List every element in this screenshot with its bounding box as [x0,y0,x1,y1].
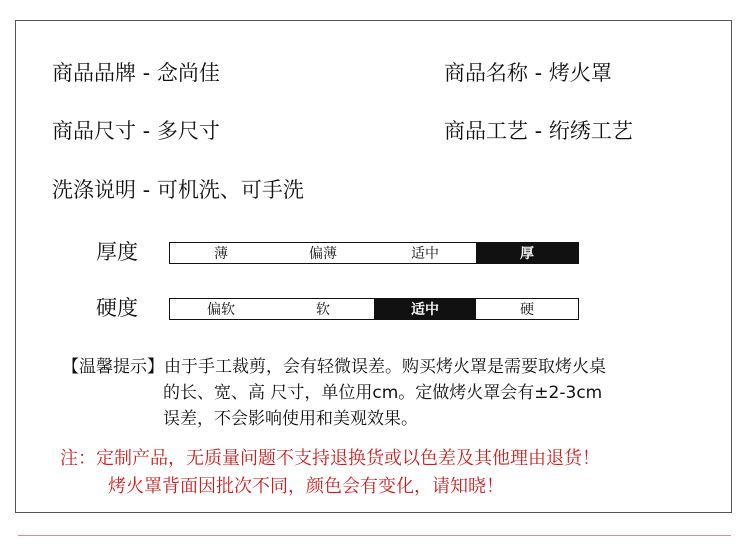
spec-wash: 洗涤说明 - 可机洗、可手洗 [52,178,304,202]
warning-line-2: 烤火罩背面因批次不同，颜色会有变化，请知晓！ [108,476,504,497]
hardness-option-hard: 硬 [520,302,534,318]
thickness-option-slightly-thin: 偏薄 [309,246,337,262]
thickness-option-thick: 厚 [476,243,578,263]
thickness-scale [169,242,579,264]
spec-name: 商品名称 - 烤火罩 [444,61,612,85]
spec-brand: 商品品牌 - 念尚佳 [52,61,220,85]
hardness-option-slightly-soft: 偏软 [207,302,235,318]
bottom-divider [18,535,731,536]
thickness-label: 厚度 [96,240,138,264]
hardness-option-soft: 软 [316,302,330,318]
thickness-option-medium: 适中 [411,246,439,262]
hardness-label: 硬度 [96,296,138,320]
hardness-option-medium: 适中 [374,299,476,319]
tip-line-3: 误差，不会影响使用和美观效果。 [163,409,418,429]
tip-line-2: 的长、宽、高 尺寸，单位用cm。定做烤火罩会有±2-3cm [163,383,603,403]
info-card-frame [15,20,732,513]
warning-line-1: 注：定制产品，无质量问题不支持退换货或以色差及其他理由退货！ [60,448,600,469]
tip-line-1: 【温馨提示】由于手工裁剪，会有轻微误差。购买烤火罩是需要取烤火桌 [62,357,606,377]
spec-size: 商品尺寸 - 多尺寸 [52,119,220,143]
hardness-scale [169,298,579,320]
spec-craft: 商品工艺 - 绗绣工艺 [444,119,633,143]
thickness-option-thin: 薄 [214,246,228,262]
